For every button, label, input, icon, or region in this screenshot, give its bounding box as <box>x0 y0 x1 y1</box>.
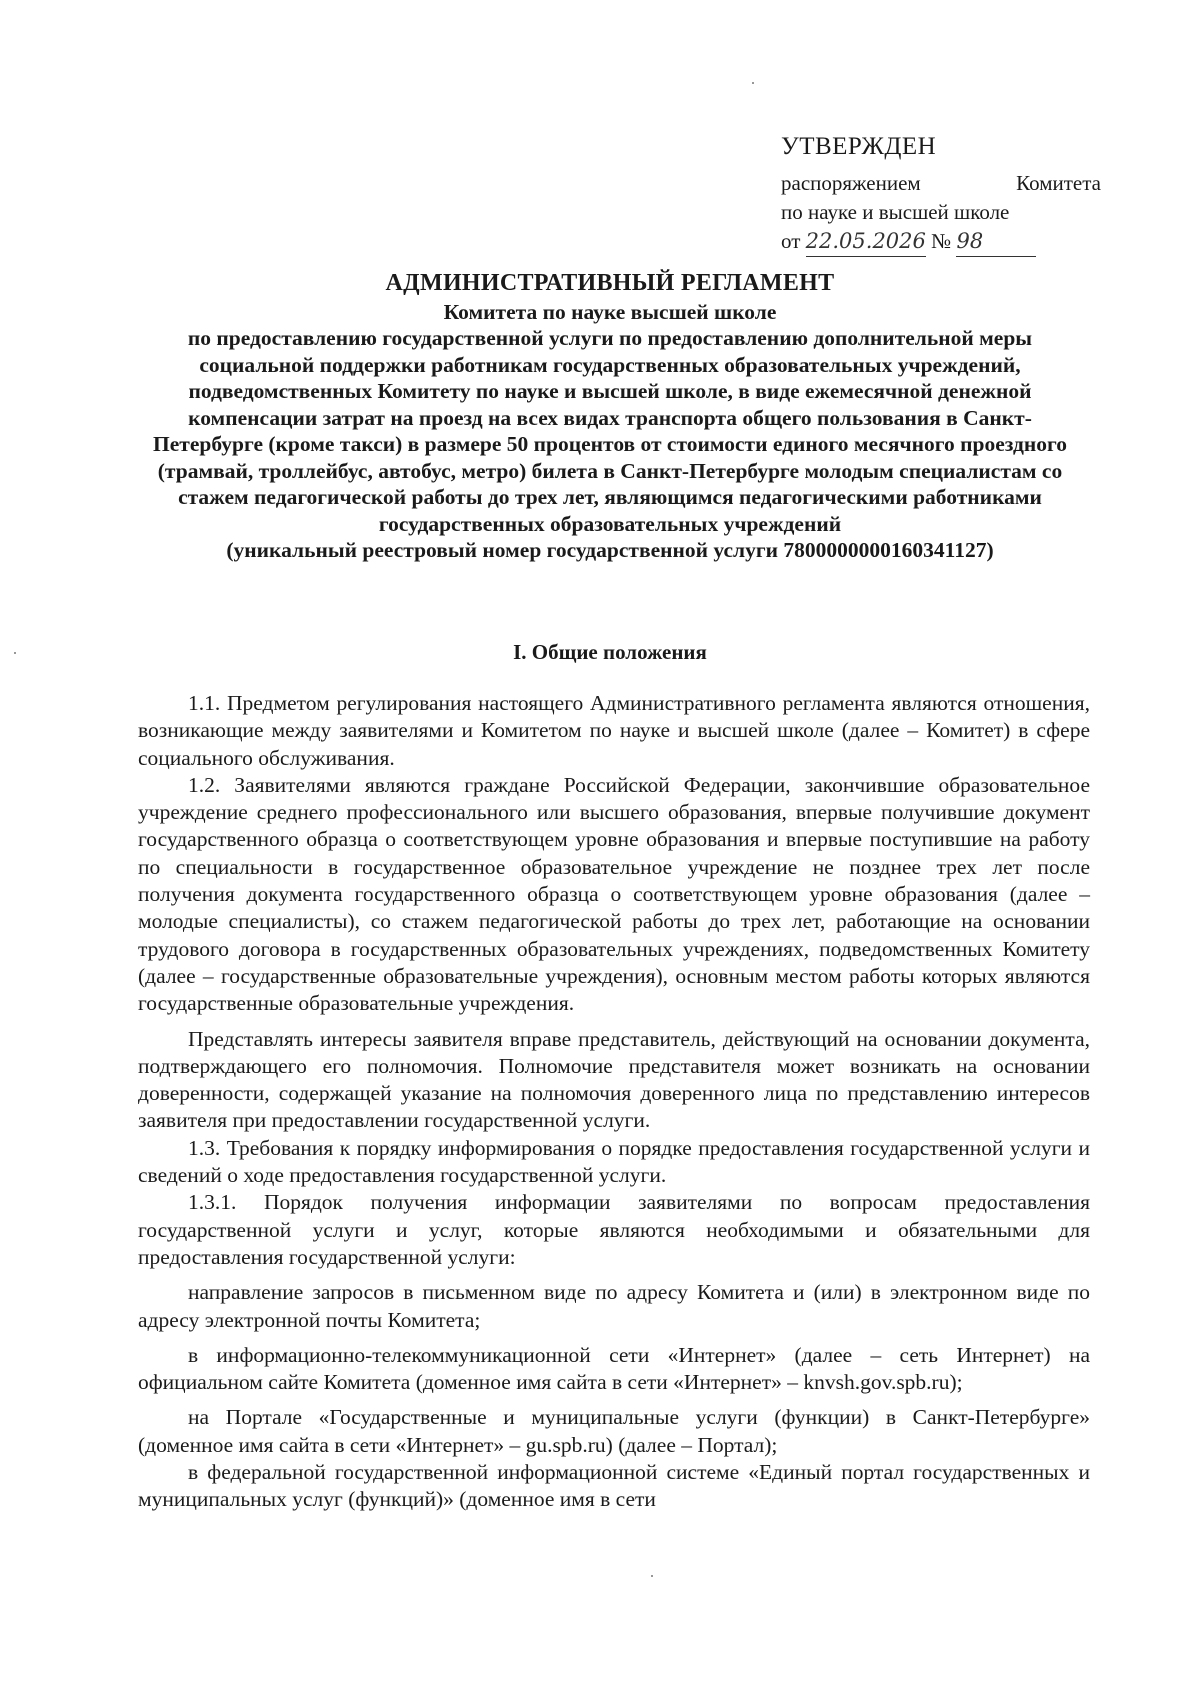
document-title-block <box>140 270 1080 564</box>
date-prefix: от <box>781 229 801 253</box>
paragraph: в информационно-телекоммуникационной сети «Интернет» (далее – сеть Интернет) на официальном сайте Комитета (доменное имя сайта в сети «Интернет» – knvsh.gov.spb.ru); <box>138 1342 1090 1395</box>
paragraph: Представлять интересы заявителя вправе представитель, действующий на основании документа, подтверждающего его полномочия. Полномочие представителя может возникать на основании доверенности, содержащей указание на полномочия доверенного лица по представлению интересов заявителя при предоставлении государственной услуги. <box>138 1026 1090 1133</box>
paragraph: 1.3. Требования к порядку информирования о порядке предоставления государственной услуги и сведений о ходе предоставления государственной услуги. <box>138 1135 1090 1188</box>
paragraph: направление запросов в письменном виде по адресу Комитета и (или) в электронном виде по адресу электронной почты Комитета; <box>138 1280 1090 1332</box>
scan-speck <box>14 652 16 654</box>
handwritten-number: 98 <box>956 227 1036 257</box>
scan-speck <box>752 82 754 84</box>
registry-number: (уникальный реестровый номер государственной услуги 7800000000160341127) <box>226 538 994 562</box>
paragraph: 1.2. Заявителями являются граждане Российской Федерации, закончившие образовательное учреждение среднего профессионального или высшего образования, впервые получившие документ государственного образца о соответствующем уровне образования и впервые поступившие на работу по специальности в государственное образовательное учреждение не позднее трех лет после получения документа государственного образца о соответствующем уровне образования (далее – молодые специалисты), со стажем педагогической работы до трех лет, работающие на основании трудового договора в государственных образовательных учреждениях, подведомственных Комитету (далее – государственные образовательные учреждения), основным местом работы которых являются государственные образовательные учреждения. <box>138 772 1090 1016</box>
document-subtitle: Комитета по науке высшей школе <box>443 299 777 324</box>
approval-line-2: по науке и высшей школе <box>781 200 1010 224</box>
document-subject: по предоставлению государственной услуги по предоставлению дополнительной меры социальной поддержки работникам государственных образовательных учреждений, подведомственных Комитету по науке и высшей школе, в виде ежемесячной денежной компенсации затрат на проезд на всех видах транспорта общего пользования в Санкт-Петербурге (кроме такси) в размере 50 процентов от стоимости единого месячного проездного (трамвай, троллейбус, автобус, метро) билета в Санкт-Петербурге молодым специалистам со стажем педагогической работы до трех лет, являющимся педагогическими работниками государственных образовательных учреждений <box>153 326 1067 536</box>
paragraph: на Портале «Государственные и муниципальные услуги (функции) в Санкт-Петербурге» (доменное имя сайта в сети «Интернет» – gu.spb.ru) (далее – Портал); <box>138 1405 1090 1457</box>
section-heading: I. Общие положения <box>513 640 707 664</box>
handwritten-date: 22.05.2026 <box>806 227 926 257</box>
approval-stamp-block <box>781 132 1101 257</box>
scan-speck <box>651 1575 653 1577</box>
paragraph: 1.1. Предметом регулирования настоящего Административного регламента являются отношения, возникающие между заявителями и Комитетом по науке и высшей школе (далее – Комитет) в сфере социального обслуживания. <box>138 691 1090 770</box>
approval-heading: УТВЕРЖДЕН <box>781 133 937 160</box>
document-body <box>138 690 1090 1514</box>
document-title: АДМИНИСТРАТИВНЫЙ РЕГЛАМЕНТ <box>385 270 835 296</box>
paragraph: в федеральной государственной информационной системе «Единый портал государственных и муниципальных услуг (функций)» (доменное имя в сети <box>138 1460 1090 1512</box>
approval-line1-left: распоряжением <box>781 171 921 195</box>
approval-line1-right: Комитета <box>1016 171 1101 195</box>
approval-date-line <box>781 227 1101 257</box>
approval-line-1 <box>781 169 1101 198</box>
paragraph: 1.3.1. Порядок получения информации заявителями по вопросам предоставления государственной услуги и услуг, которые являются необходимыми и обязательными для предоставления государственной услуги: <box>138 1190 1090 1269</box>
number-prefix: № <box>931 229 952 253</box>
